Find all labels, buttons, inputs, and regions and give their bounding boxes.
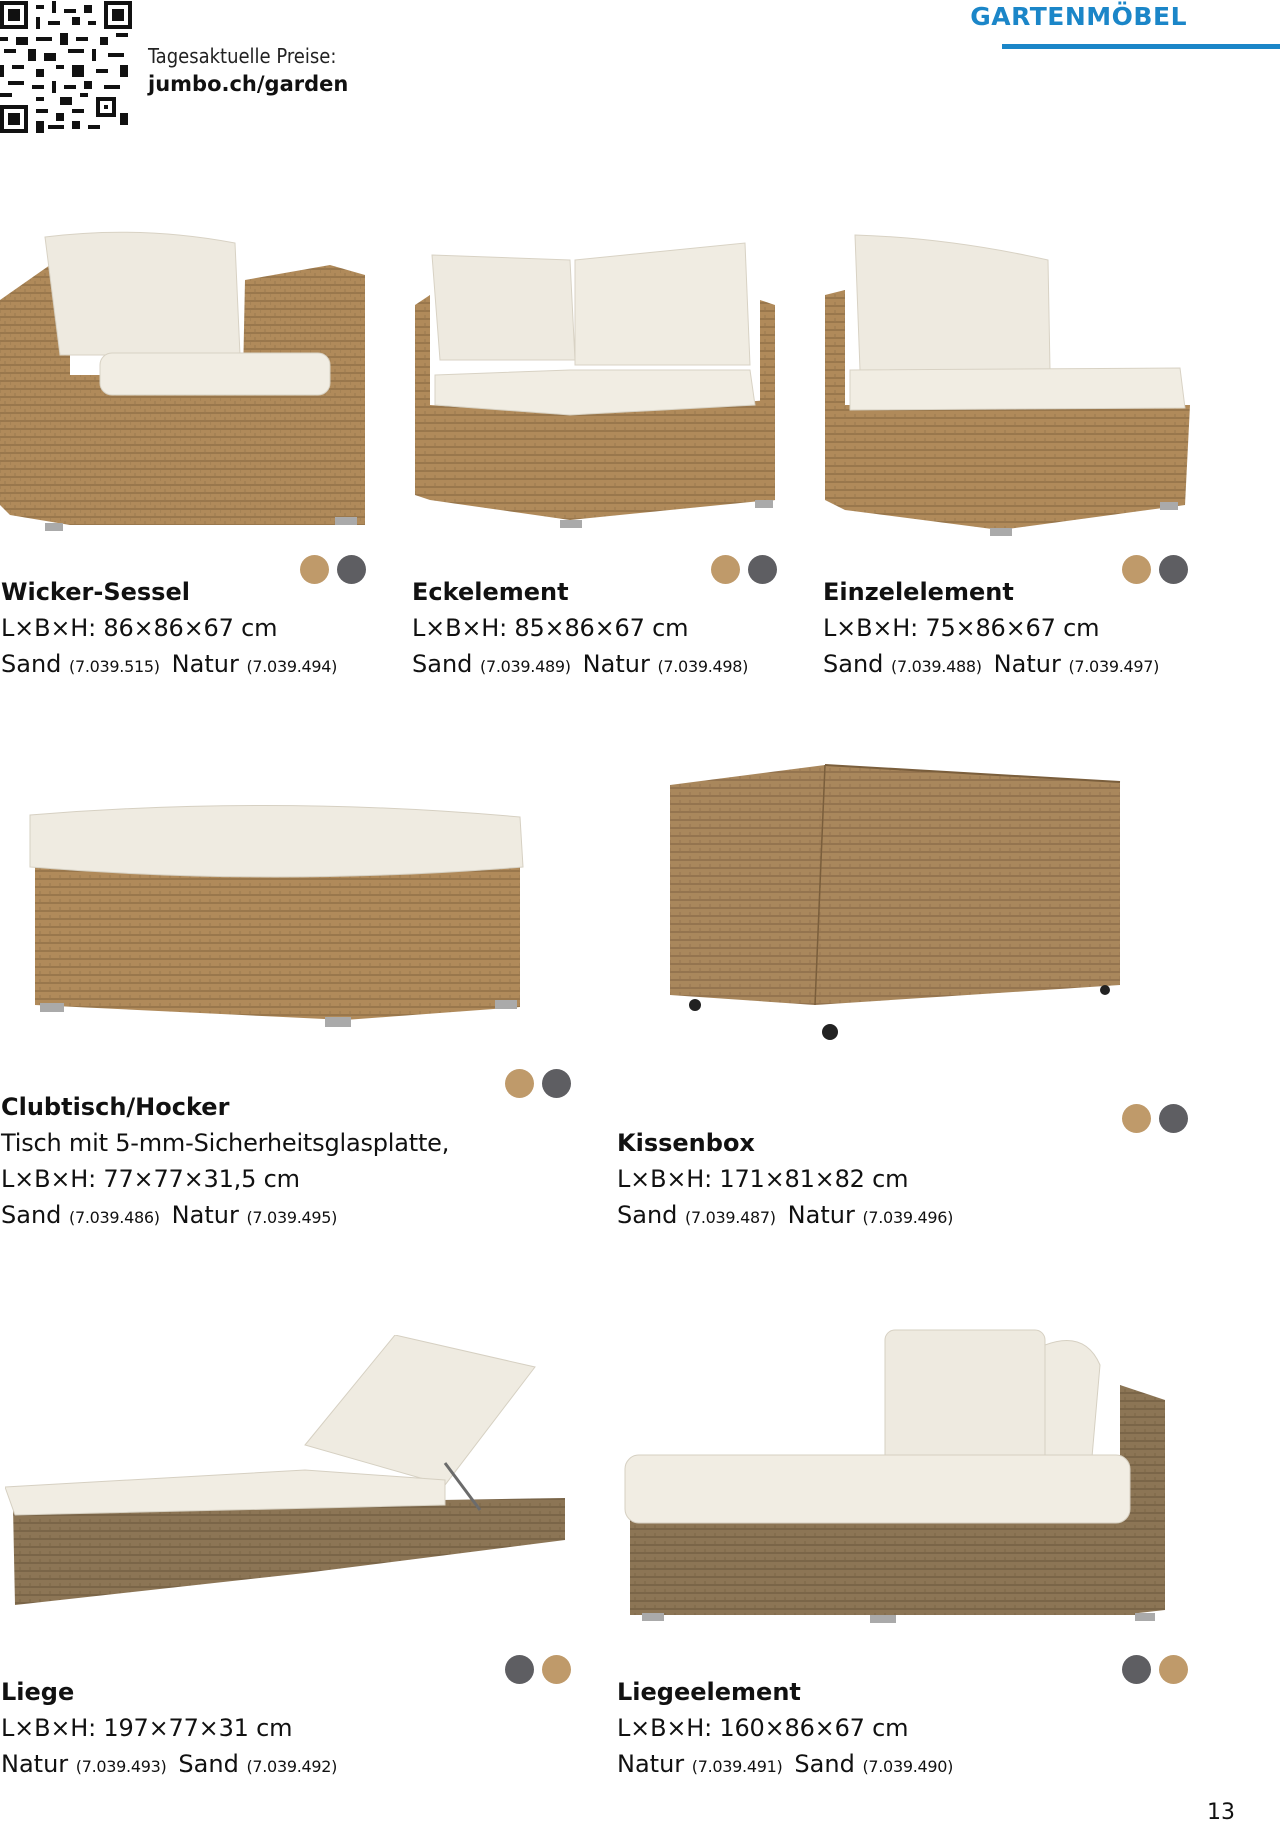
product-description: Tisch mit 5-mm-Sicherheitsglasplatte, — [1, 1129, 450, 1157]
product-variants — [1, 1201, 449, 1229]
variant-color: Sand — [1, 1201, 62, 1229]
variant-color: Sand — [794, 1750, 855, 1778]
variant-color: Sand — [1, 650, 62, 678]
product-image-clubtisch-hocker — [25, 795, 525, 1040]
product-liege — [1, 1678, 337, 1778]
product-einzelelement — [823, 578, 1159, 678]
color-swatch-icon-grey[interactable] — [542, 1069, 571, 1098]
product-variants — [823, 650, 1159, 678]
product-image-wicker-sessel — [0, 225, 370, 545]
color-swatch-icon-sand[interactable] — [505, 1069, 534, 1098]
prices-link[interactable]: jumbo.ch/garden — [148, 72, 349, 96]
product-kissenbox — [617, 1129, 953, 1229]
variant-article: (7.039.493) — [75, 1757, 167, 1776]
variant-article: (7.039.490) — [862, 1757, 954, 1776]
color-swatches-liege — [505, 1655, 571, 1684]
product-dimensions: L×B×H: 75×86×67 cm — [823, 614, 1100, 642]
color-swatch-icon-grey[interactable] — [505, 1655, 534, 1684]
color-swatches-liegeelement — [1122, 1655, 1188, 1684]
color-swatches-clubtisch-hocker — [505, 1069, 571, 1098]
variant-color: Natur — [617, 1750, 685, 1778]
variant-color: Natur — [787, 1201, 855, 1229]
product-dimensions: L×B×H: 160×86×67 cm — [617, 1714, 909, 1742]
variant-article: (7.039.492) — [246, 1757, 338, 1776]
product-dimensions: L×B×H: 85×86×67 cm — [412, 614, 689, 642]
product-name: Liegeelement — [617, 1678, 801, 1706]
product-image-liege — [5, 1335, 570, 1620]
color-swatch-icon-grey[interactable] — [337, 555, 366, 584]
product-eckelement — [412, 578, 748, 678]
product-image-kissenbox — [665, 760, 1125, 1045]
product-name: Kissenbox — [617, 1129, 755, 1157]
variant-color: Natur — [171, 650, 239, 678]
variant-article: (7.039.491) — [691, 1757, 783, 1776]
variant-color: Sand — [617, 1201, 678, 1229]
variant-article: (7.039.515) — [69, 657, 160, 676]
variant-article: (7.039.489) — [480, 657, 571, 676]
variant-color: Natur — [1, 1750, 69, 1778]
variant-color: Natur — [993, 650, 1061, 678]
product-clubtisch-hocker — [1, 1093, 449, 1229]
variant-article: (7.039.488) — [891, 657, 982, 676]
product-variants — [617, 1201, 953, 1229]
product-name: Einzelelement — [823, 578, 1014, 606]
variant-article: (7.039.496) — [862, 1208, 954, 1227]
variant-color: Sand — [412, 650, 473, 678]
product-wicker-sessel — [1, 578, 337, 678]
product-dimensions: L×B×H: 171×81×82 cm — [617, 1165, 909, 1193]
color-swatch-icon-grey[interactable] — [1159, 1104, 1188, 1133]
variant-article: (7.039.486) — [69, 1208, 160, 1227]
variant-color: Natur — [582, 650, 650, 678]
color-swatch-icon-grey[interactable] — [1122, 1655, 1151, 1684]
section-title-underline — [1002, 44, 1280, 49]
product-image-eckelement — [410, 235, 780, 540]
product-variants — [1, 650, 337, 678]
variant-color: Sand — [823, 650, 884, 678]
variant-color: Natur — [171, 1201, 239, 1229]
variant-color: Sand — [178, 1750, 239, 1778]
section-title: GARTENMÖBEL — [970, 2, 1187, 31]
product-name: Eckelement — [412, 578, 569, 606]
product-image-liegeelement — [620, 1325, 1170, 1625]
qr-code-icon[interactable] — [0, 0, 132, 134]
product-name: Liege — [1, 1678, 75, 1706]
variant-article: (7.039.487) — [685, 1208, 776, 1227]
product-name: Wicker-Sessel — [1, 578, 190, 606]
color-swatch-icon-sand[interactable] — [542, 1655, 571, 1684]
color-swatch-icon-sand[interactable] — [1122, 1104, 1151, 1133]
variant-article: (7.039.498) — [657, 657, 749, 676]
prices-label: Tagesaktuelle Preise: — [148, 44, 337, 68]
variant-article: (7.039.495) — [246, 1208, 338, 1227]
product-dimensions: L×B×H: 197×77×31 cm — [1, 1714, 293, 1742]
product-variants — [1, 1750, 337, 1778]
color-swatches-kissenbox — [1122, 1104, 1188, 1133]
color-swatch-icon-sand[interactable] — [1159, 1655, 1188, 1684]
color-swatch-icon-grey[interactable] — [1159, 555, 1188, 584]
color-swatch-icon-grey[interactable] — [748, 555, 777, 584]
page-number: 13 — [1207, 1800, 1235, 1825]
variant-article: (7.039.494) — [246, 657, 338, 676]
product-liegeelement — [617, 1678, 953, 1778]
product-dimensions: L×B×H: 77×77×31,5 cm — [1, 1165, 300, 1193]
product-name: Clubtisch/Hocker — [1, 1093, 230, 1121]
product-image-einzelelement — [820, 230, 1190, 540]
product-dimensions: L×B×H: 86×86×67 cm — [1, 614, 278, 642]
variant-article: (7.039.497) — [1068, 657, 1160, 676]
product-variants — [617, 1750, 953, 1778]
product-variants — [412, 650, 748, 678]
